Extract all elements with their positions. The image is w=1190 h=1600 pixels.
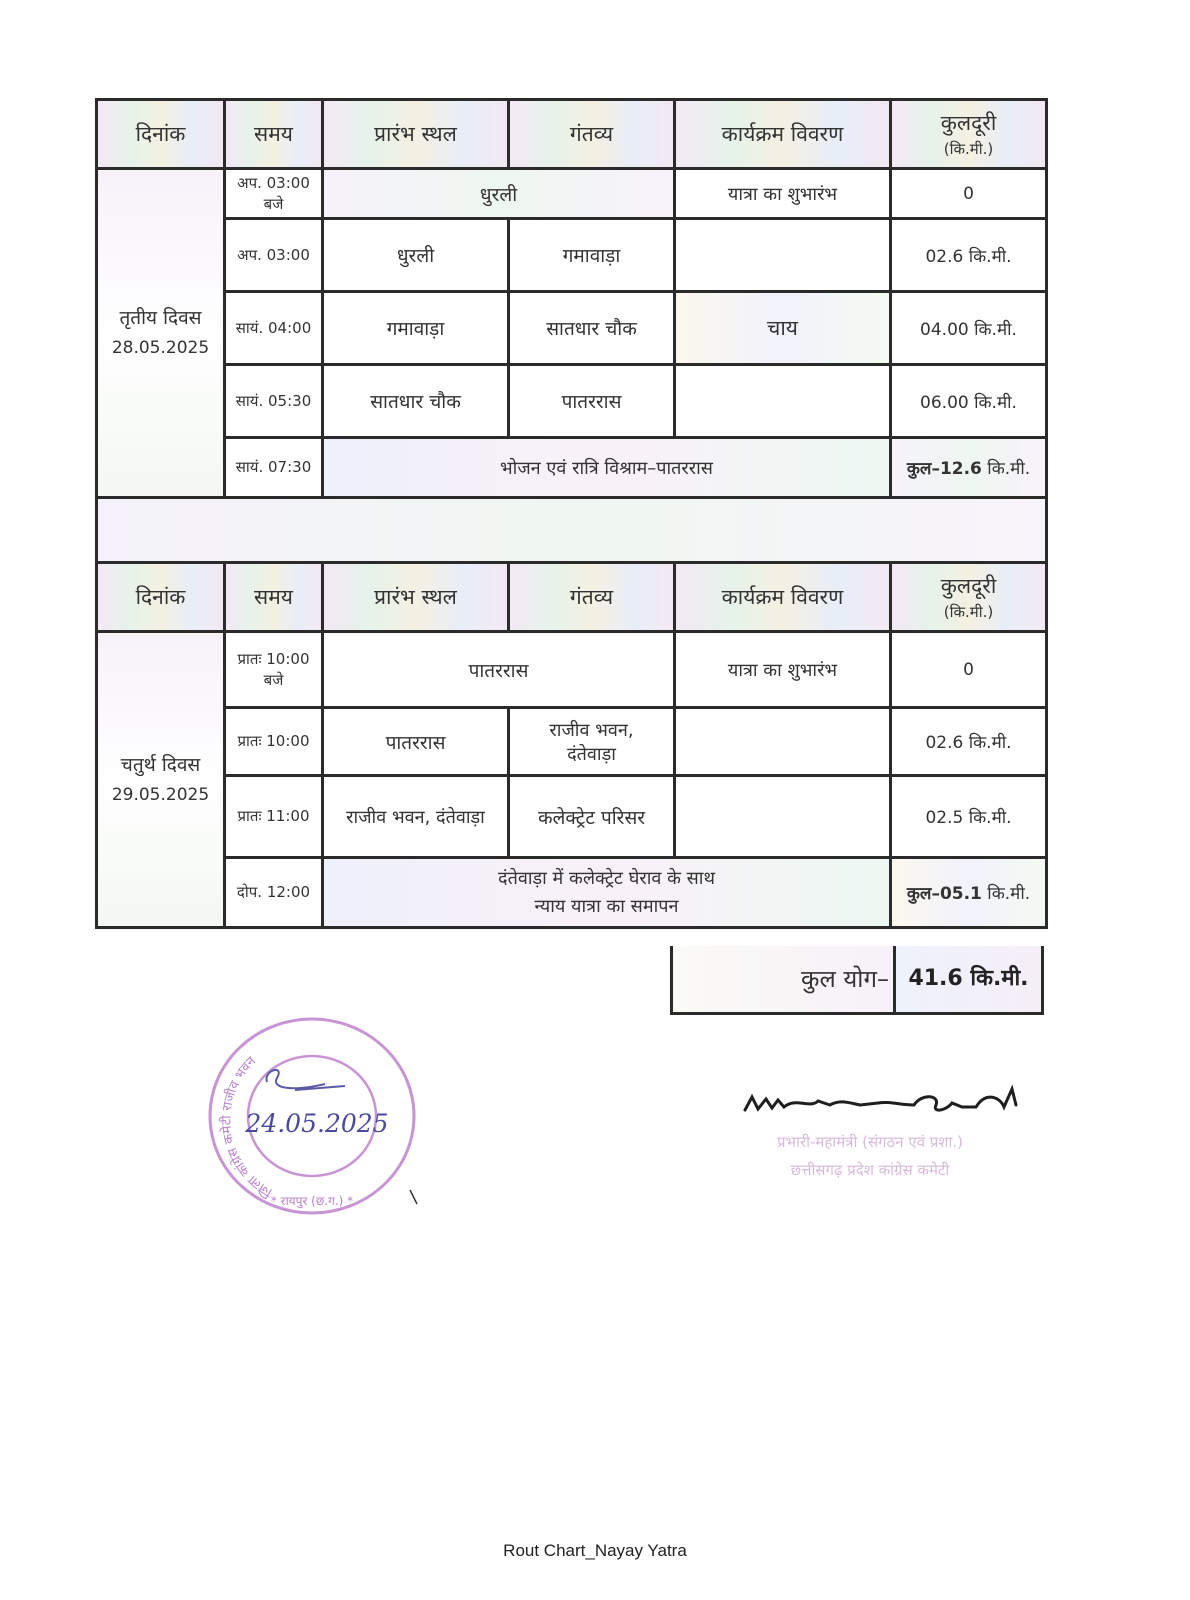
distance-cell: 0 [891, 169, 1047, 219]
signature-organization: छत्तीसगढ़ प्रदेश कांग्रेस कमेटी [790, 1161, 950, 1179]
start-place: धुरली [323, 219, 509, 292]
time-cell: सायं. 07:30 [225, 438, 323, 498]
destination-place: गमावाड़ा [509, 219, 675, 292]
table-header-day4 [97, 563, 1047, 632]
header-distance [891, 563, 1047, 632]
distance-cell: 02.5 कि.मी. [891, 776, 1047, 858]
distance-cell: 02.6 कि.मी. [891, 708, 1047, 776]
time-cell: अप. 03:00 [225, 219, 323, 292]
time-cell: सायं. 05:30 [225, 365, 323, 438]
header-distance [891, 100, 1047, 169]
official-seal [205, 1012, 420, 1217]
time-cell: प्रातः 10:00 [225, 708, 323, 776]
stray-mark [410, 1190, 417, 1204]
table-row [97, 708, 1047, 776]
signature-scrawl [745, 1089, 1016, 1110]
header-destination: गंतव्य [509, 100, 675, 169]
start-place: पातररास [323, 708, 509, 776]
grand-total-value: 41.6 कि.मी. [896, 946, 1041, 1012]
section-spacer [97, 498, 1047, 563]
table-row [97, 632, 1047, 708]
header-date: दिनांक [97, 100, 225, 169]
start-place: पातररास [323, 632, 675, 708]
program-cell: दंतेवाड़ा में कलेक्ट्रेट घेराव के साथ न्याय यात्रा का समापन [323, 858, 891, 928]
signature-block [700, 1075, 1040, 1205]
program-cell: भोजन एवं रात्रि विश्राम–पातररास [323, 438, 891, 498]
program-cell [675, 219, 891, 292]
header-date: दिनांक [97, 563, 225, 632]
program-cell: यात्रा का शुभारंभ [675, 632, 891, 708]
program-cell [675, 776, 891, 858]
table-row [97, 776, 1047, 858]
seal-ring-text: जिला कांग्रेस कमेटी राजीव भवन [219, 1053, 276, 1200]
time-cell: प्रातः 11:00 [225, 776, 323, 858]
header-distance-unit: (कि.मी.) [943, 603, 994, 621]
distance-cell: 0 [891, 632, 1047, 708]
table-row [97, 858, 1047, 928]
header-time: समय [225, 100, 323, 169]
time-cell: अप. 03:00 बजे [225, 169, 323, 219]
day4-date: 29.05.2025 [111, 784, 210, 805]
header-program: कार्यक्रम विवरण [675, 100, 891, 169]
header-destination: गंतव्य [509, 563, 675, 632]
header-start: प्रारंभ स्थल [323, 563, 509, 632]
table-row [97, 438, 1047, 498]
signature-designation: प्रभारी-महामंत्री (संगठन एवं प्रशा.) [776, 1133, 964, 1151]
destination-place: कलेक्ट्रेट परिसर [509, 776, 675, 858]
distance-total-cell: कुल–12.6 कि.मी. [891, 438, 1047, 498]
day3-cell [97, 169, 225, 498]
header-distance-label: कुलदूरी [940, 574, 997, 598]
table-row [97, 219, 1047, 292]
day4-label: चतुर्थ दिवस [120, 753, 201, 776]
distance-cell: 02.6 कि.मी. [891, 219, 1047, 292]
program-cell: यात्रा का शुभारंभ [675, 169, 891, 219]
start-place: धुरली [323, 169, 675, 219]
program-cell: चाय [675, 292, 891, 365]
route-table [95, 98, 1048, 929]
day3-label: तृतीय दिवस [119, 307, 202, 329]
start-place: गमावाड़ा [323, 292, 509, 365]
grand-total [670, 946, 1044, 1015]
grand-total-label: कुल योग– [673, 946, 896, 1012]
destination-place: सातधार चौक [509, 292, 675, 365]
time-cell: प्रातः 10:00 बजे [225, 632, 323, 708]
footer-caption: Rout Chart_Nayay Yatra [503, 1541, 687, 1560]
table-row [97, 365, 1047, 438]
table-row [97, 169, 1047, 219]
day3-date: 28.05.2025 [111, 338, 210, 358]
table-row [97, 292, 1047, 365]
seal-bottom-text: * रायपुर (छ.ग.) * [270, 1194, 354, 1208]
distance-cell: 06.00 कि.मी. [891, 365, 1047, 438]
time-cell: सायं. 04:00 [225, 292, 323, 365]
program-cell [675, 708, 891, 776]
destination-place: पातररास [509, 365, 675, 438]
seal-handwritten-date: 24.05.2025 [245, 1109, 389, 1138]
header-program: कार्यक्रम विवरण [675, 563, 891, 632]
distance-cell: 04.00 कि.मी. [891, 292, 1047, 365]
header-time: समय [225, 563, 323, 632]
start-place: सातधार चौक [323, 365, 509, 438]
route-chart [95, 98, 1045, 929]
header-start: प्रारंभ स्थल [323, 100, 509, 169]
table-header-day3 [97, 100, 1047, 169]
day4-cell [97, 632, 225, 928]
distance-total-cell: कुल–05.1 कि.मी. [891, 858, 1047, 928]
destination-place: राजीव भवन, दंतेवाड़ा [509, 708, 675, 776]
header-distance-unit: (कि.मी.) [943, 140, 994, 158]
header-distance-label: कुलदूरी [940, 111, 997, 135]
start-place: राजीव भवन, दंतेवाड़ा [323, 776, 509, 858]
seal-initials-scribble [267, 1070, 345, 1090]
time-cell: दोप. 12:00 [225, 858, 323, 928]
program-cell [675, 365, 891, 438]
